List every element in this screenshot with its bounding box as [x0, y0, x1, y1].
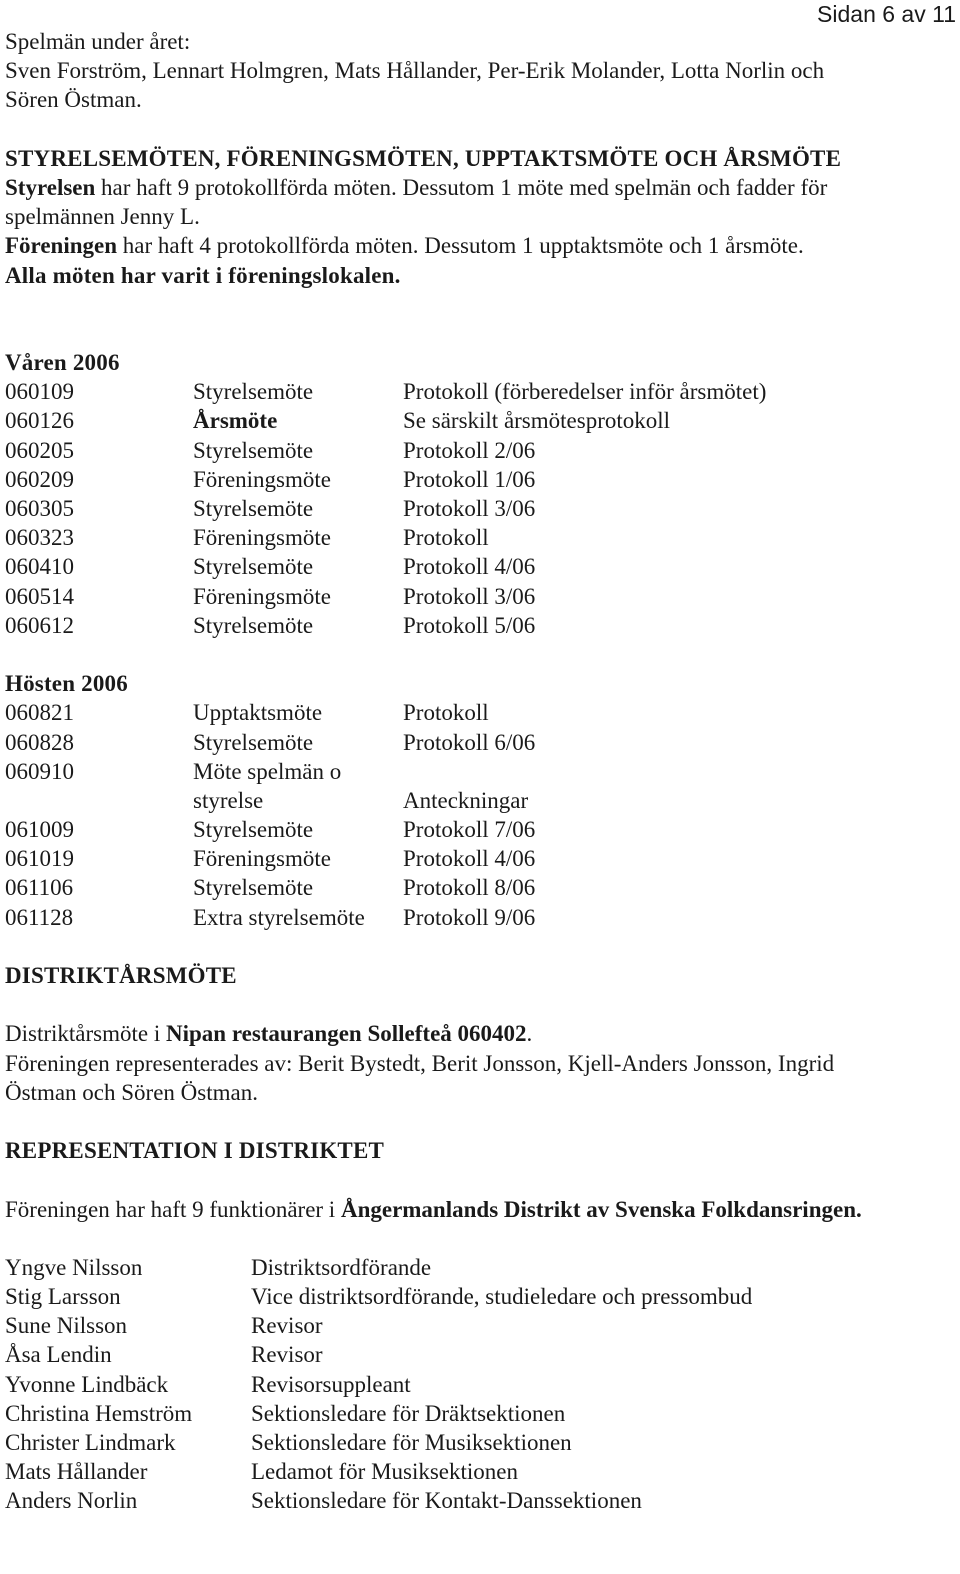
meeting-row: [5, 757, 955, 786]
distrikt-text: Distriktårsmöte i: [5, 1021, 166, 1047]
representation-intro: [5, 1195, 955, 1224]
meeting-row: [5, 406, 955, 435]
functionary-row: [5, 1399, 955, 1428]
meeting-row-date: 060305: [5, 496, 74, 522]
meeting-row-note: Protokoll 9/06: [403, 904, 536, 930]
distrikt-bold: Nipan restaurangen Sollefteå 060402: [165, 1021, 527, 1047]
meeting-row-note: Protokoll 7/06: [403, 817, 536, 843]
meeting-row-date: 060910: [5, 758, 74, 784]
meeting-row-date: 060126: [5, 408, 74, 434]
functionary-row-name: Anders Norlin: [5, 1488, 138, 1514]
functionary-row-role: Revisor: [251, 1342, 323, 1368]
meeting-row-type: Styrelsemöte: [193, 554, 314, 580]
functionary-row-role: Revisorsuppleant: [251, 1371, 411, 1397]
meeting-row-note: Protokoll 8/06: [403, 875, 536, 901]
functionary-row: [5, 1253, 955, 1282]
functionary-row-role: Sektionsledare för Musiksektionen: [251, 1430, 572, 1456]
moten-line: spelmännen Jenny L.: [5, 204, 200, 230]
meeting-row: [5, 377, 955, 406]
meeting-row-note: Protokoll (förberedelser inför årsmötet): [403, 379, 767, 405]
hosten-table: [5, 698, 955, 932]
meeting-row-type: Styrelsemöte: [193, 496, 314, 522]
spelman-line: Sven Forström, Lennart Holmgren, Mats Hållander, Per-Erik Molander, Lotta Norlin och: [5, 58, 825, 84]
meeting-row-note: Protokoll 4/06: [403, 554, 536, 580]
functionary-row: [5, 1370, 955, 1399]
functionary-row: [5, 1282, 955, 1311]
meeting-row-note: Protokoll: [403, 700, 489, 726]
meeting-row-date: 061128: [5, 904, 74, 930]
meeting-row-date: 060323: [5, 525, 74, 551]
functionary-row-name: Sune Nilsson: [5, 1313, 128, 1339]
meeting-row-type: Föreningsmöte: [193, 846, 331, 872]
functionary-row-name: Christer Lindmark: [5, 1430, 176, 1456]
moten-text: har haft 9 protokollförda möten. Dessutom 1 möte med spelmän och fadder för: [95, 174, 828, 200]
distrikt-line: Föreningen representerades av: Berit Bystedt, Berit Jonsson, Kjell-Anders Jonsson, Ingrid: [5, 1050, 835, 1076]
functionary-row: [5, 1428, 955, 1457]
meeting-row-date: 060410: [5, 554, 74, 580]
meeting-row-note: Protokoll 2/06: [403, 437, 536, 463]
meeting-row-type: Styrelsemöte: [193, 437, 314, 463]
functionary-row-role: Revisor: [251, 1313, 323, 1339]
functionary-row-name: Christina Hemström: [5, 1400, 193, 1426]
functionary-row-name: Mats Hållander: [5, 1459, 148, 1485]
meeting-row-date: 061019: [5, 846, 74, 872]
meeting-row-note: Protokoll: [403, 525, 489, 551]
functionaries-list: [5, 1253, 955, 1516]
meeting-row-date: 060828: [5, 729, 74, 755]
functionary-row-role: Distriktsordförande: [251, 1254, 432, 1280]
meeting-row-date: 060209: [5, 466, 74, 492]
page-number: Sidan 6 av 11: [817, 1, 956, 27]
meeting-row: [5, 436, 955, 465]
moten-paragraph: [5, 231, 955, 260]
meeting-row-note: Protokoll 6/06: [403, 729, 536, 755]
meeting-row-date: 061009: [5, 817, 74, 843]
meeting-row-note: Protokoll 4/06: [403, 846, 536, 872]
meeting-row-type: Styrelsemöte: [193, 875, 314, 901]
meeting-row: [5, 786, 955, 815]
meeting-row: [5, 552, 955, 581]
meeting-row: [5, 582, 955, 611]
representation-bold: Ångermanlands Distrikt av Svenska Folkdansringen.: [340, 1196, 862, 1222]
functionary-row-role: Sektionsledare för Kontakt-Danssektionen: [251, 1488, 642, 1514]
meeting-row: [5, 728, 955, 757]
functionary-row-name: Yvonne Lindbäck: [5, 1371, 169, 1397]
meeting-row: [5, 698, 955, 727]
meeting-row-type: Styrelsemöte: [193, 612, 314, 638]
distrikt-line: Östman och Sören Östman.: [5, 1079, 258, 1105]
meeting-row: [5, 815, 955, 844]
meeting-row: [5, 903, 955, 932]
meeting-row-note: Protokoll 1/06: [403, 466, 536, 492]
functionary-row-role: Ledamot för Musiksektionen: [251, 1459, 519, 1485]
meeting-row-note: Anteckningar: [403, 787, 529, 813]
document-body: [5, 27, 955, 1516]
meeting-row: [5, 873, 955, 902]
meeting-row-type: Föreningsmöte: [193, 583, 331, 609]
meeting-row-date: [5, 786, 193, 815]
meeting-row: [5, 611, 955, 640]
meeting-row-note: Se särskilt årsmötesprotokoll: [403, 408, 671, 434]
moten-note: Alla möten har varit i föreningslokalen.: [5, 262, 401, 288]
functionary-row-name: Åsa Lendin: [5, 1342, 112, 1368]
meeting-row-type: Föreningsmöte: [193, 466, 331, 492]
meeting-row-type: Upptaktsmöte: [193, 700, 323, 726]
hosten-heading: Hösten 2006: [5, 671, 128, 697]
meeting-row-date: 060612: [5, 612, 74, 638]
meeting-row-type: Möte spelmän o: [193, 758, 342, 784]
functionary-row-name: Stig Larsson: [5, 1284, 121, 1310]
meeting-row: [5, 523, 955, 552]
meeting-row-note: Protokoll 3/06: [403, 496, 536, 522]
functionary-row: [5, 1340, 955, 1369]
varen-heading: Våren 2006: [5, 350, 120, 376]
meeting-row-type: Styrelsemöte: [193, 729, 314, 755]
functionary-row-name: Yngve Nilsson: [5, 1254, 143, 1280]
moten-bold-foreningen: Föreningen: [5, 233, 118, 259]
functionary-row: [5, 1457, 955, 1486]
distrikt-text: .: [526, 1021, 533, 1047]
moten-paragraph: [5, 173, 955, 202]
meeting-row-note: Protokoll 5/06: [403, 612, 536, 638]
moten-bold-styrelsen: Styrelsen: [5, 174, 96, 200]
moten-text: har haft 4 protokollförda möten. Dessutom 1 upptaktsmöte och 1 årsmöte.: [117, 233, 804, 259]
meeting-row: [5, 844, 955, 873]
meeting-row-type: Styrelsemöte: [193, 817, 314, 843]
meeting-row-note: Protokoll 3/06: [403, 583, 536, 609]
meeting-row-type: styrelse: [193, 787, 264, 813]
meeting-row-date: 061106: [5, 875, 74, 901]
section-heading-moten: STYRELSEMÖTEN, FÖRENINGSMÖTEN, UPPTAKTSMÖTE OCH ÅRSMÖTE: [5, 145, 842, 171]
meeting-row-date: 060514: [5, 583, 74, 609]
meeting-row-date: 060205: [5, 437, 74, 463]
meeting-row: [5, 494, 955, 523]
meeting-row: [5, 465, 955, 494]
section-heading-distrikt: DISTRIKTÅRSMÖTE: [5, 963, 237, 989]
meeting-row-type: Extra styrelsemöte: [193, 904, 365, 930]
meeting-row-date: 060821: [5, 700, 74, 726]
functionary-row: [5, 1486, 955, 1515]
spelman-heading: Spelmän under året:: [5, 29, 191, 54]
meeting-row-type: Föreningsmöte: [193, 525, 331, 551]
functionary-row: [5, 1311, 955, 1340]
varen-table: [5, 377, 955, 640]
spelman-line: Sören Östman.: [5, 87, 142, 113]
meeting-row-type: Styrelsemöte: [193, 379, 314, 405]
representation-text: Föreningen har haft 9 funktionärer i: [5, 1196, 341, 1222]
functionary-row-role: Sektionsledare för Dräktsektionen: [251, 1400, 566, 1426]
distrikt-line: [5, 1019, 955, 1048]
meeting-row-type: Årsmöte: [193, 408, 278, 434]
functionary-row-role: Vice distriktsordförande, studieledare och pressombud: [251, 1284, 753, 1310]
section-heading-representation: REPRESENTATION I DISTRIKTET: [5, 1138, 385, 1164]
meeting-row-date: 060109: [5, 379, 74, 405]
